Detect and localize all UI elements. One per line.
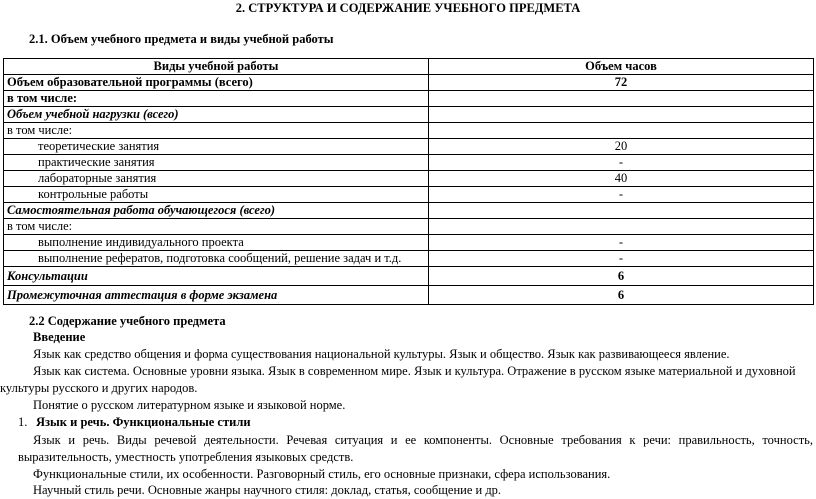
row-value — [429, 203, 814, 219]
topic-heading: Язык и речь. Функциональные стили — [36, 415, 251, 429]
row-label: в том числе: — [4, 91, 429, 107]
table-row — [4, 155, 814, 171]
row-value — [429, 91, 814, 107]
table-row — [4, 203, 814, 219]
paragraph-continuation: выразительность, уместность употребления языковых средств. — [18, 450, 354, 464]
table-row — [4, 75, 814, 91]
table-row — [4, 91, 814, 107]
paragraph: Научный стиль речи. Основные жанры научного стиля: доклад, статья, сообщение и др. — [33, 483, 502, 497]
paragraph: Язык как система. Основные уровни языка. Язык в современном мире. Язык и культура. Отражение в русском языке материальной и духовной — [33, 364, 796, 378]
table-row — [4, 219, 814, 235]
row-value: - — [429, 235, 814, 251]
table-row — [4, 123, 814, 139]
row-value — [429, 107, 814, 123]
section-heading-2-2: 2.2 Содержание учебного предмета — [29, 314, 226, 328]
table-row — [4, 171, 814, 187]
paragraph: Понятие о русском литературном языке и языковой норме. — [33, 398, 346, 412]
table-row — [4, 107, 814, 123]
page-heading: 2. СТРУКТУРА И СОДЕРЖАНИЕ УЧЕБНОГО ПРЕДМЕТА — [235, 1, 581, 15]
row-value: - — [429, 155, 814, 171]
row-value: 20 — [429, 139, 814, 155]
table-row — [4, 267, 814, 286]
column-header-hours: Объем часов — [429, 59, 814, 75]
row-label: выполнение рефератов, подготовка сообщений, решение задач и т.д. — [4, 251, 429, 267]
table-row — [4, 286, 814, 305]
row-label: Самостоятельная работа обучающегося (всего) — [4, 203, 429, 219]
row-label: Промежуточная аттестация в форме экзамена — [4, 286, 429, 305]
row-value — [429, 123, 814, 139]
paragraph: Язык и речь. Виды речевой деятельности. Речевая ситуация и ее компоненты. Основные требования к речи: правильность, точность, — [33, 433, 813, 447]
row-label: Объем учебной нагрузки (всего) — [4, 107, 429, 123]
row-label: выполнение индивидуального проекта — [4, 235, 429, 251]
row-label: лабораторные занятия — [4, 171, 429, 187]
row-value: 40 — [429, 171, 814, 187]
column-header-types: Виды учебной работы — [4, 59, 429, 75]
row-label: в том числе: — [4, 123, 429, 139]
workload-table — [3, 58, 814, 305]
row-value — [429, 219, 814, 235]
row-label: практические занятия — [4, 155, 429, 171]
row-value: 72 — [429, 75, 814, 91]
row-label: Консультации — [4, 267, 429, 286]
row-value: - — [429, 187, 814, 203]
section-heading-2-1: 2.1. Объем учебного предмета и виды учебной работы — [29, 32, 334, 46]
list-number: 1. — [18, 415, 28, 429]
row-label: в том числе: — [4, 219, 429, 235]
row-value: - — [429, 251, 814, 267]
row-value: 6 — [429, 286, 814, 305]
paragraph-continuation: культуры русского и других народов. — [0, 381, 198, 395]
row-label: Объем образовательной программы (всего) — [4, 75, 429, 91]
row-label: теоретические занятия — [4, 139, 429, 155]
table-header-row — [4, 59, 814, 75]
row-label: контрольные работы — [4, 187, 429, 203]
table-row — [4, 235, 814, 251]
row-value: 6 — [429, 267, 814, 286]
paragraph: Язык как средство общения и форма существования национальной культуры. Язык и общество. Язык как развивающееся явление. — [33, 347, 730, 361]
table-row — [4, 251, 814, 267]
intro-heading: Введение — [33, 330, 86, 344]
table-row — [4, 139, 814, 155]
paragraph: Функциональные стили, их особенности. Разговорный стиль, его основные признаки, сфера использования. — [33, 467, 611, 481]
table-row — [4, 187, 814, 203]
